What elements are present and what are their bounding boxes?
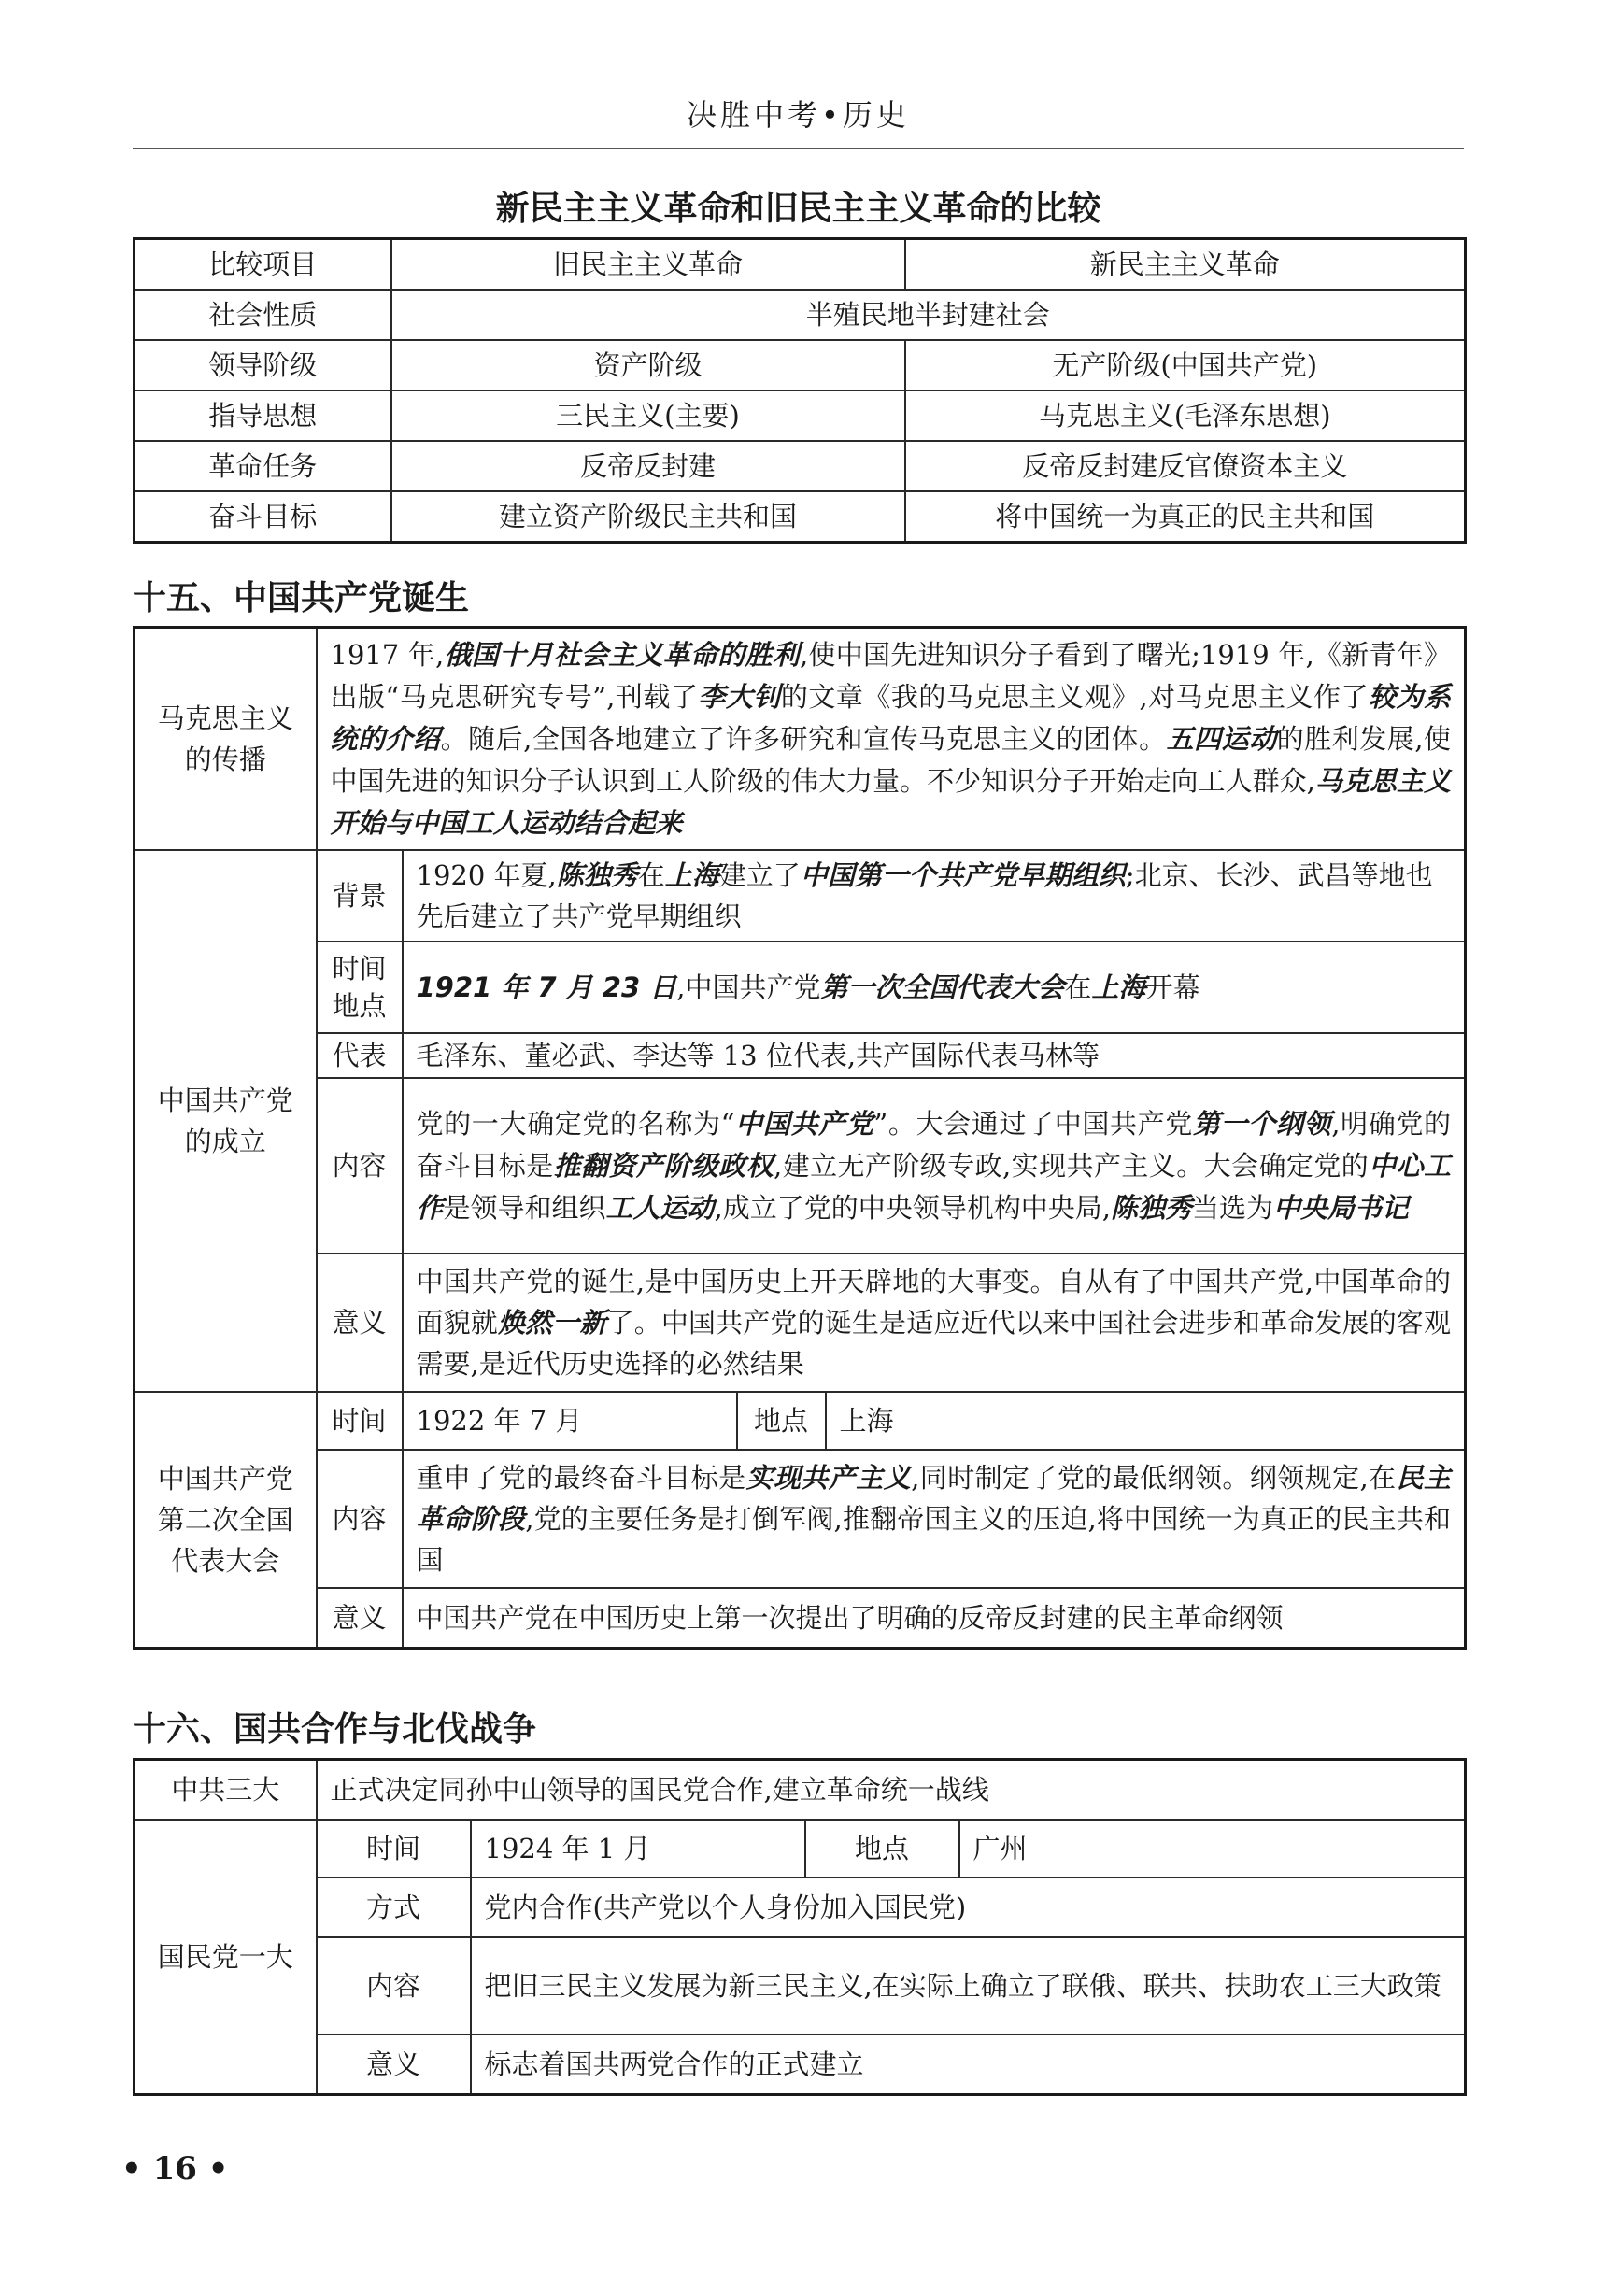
sub-label: 时间 (317, 1392, 403, 1450)
table-cell: 将中国统一为真正的民主共和国 (905, 491, 1466, 543)
row-label: 革命任务 (135, 441, 391, 491)
content-text: 党的一大确定党的名称为“中国共产党”。大会通过了中国共产党第一个纲领,明确党的奋斗目标是推翻资产阶级政权,建立无产阶级专政,实现共产主义。大会确定党的中心工作是领导和组织工人运动,成立了党的中央领导机构中央局,陈独秀当选为中央局书记 (403, 1078, 1466, 1254)
table-cell: 建立资产阶级民主共和国 (391, 491, 905, 543)
table-cell: 反帝反封建反官僚资本主义 (905, 441, 1466, 491)
page-header: 决胜中考•历史 (687, 97, 910, 133)
third-congress-text: 正式决定同孙中山领导的国民党合作,建立革命统一战线 (317, 1760, 1466, 1821)
table-cell: 反帝反封建 (391, 441, 905, 491)
table-cell: 马克思主义(毛泽东思想) (905, 390, 1466, 441)
table-row (135, 1878, 1466, 1937)
marxism-text: 1917 年,俄国十月社会主义革命的胜利,使中国先进知识分子看到了曙光;1919 年,《新青年》出版“马克思研究专号”,刊载了李大钊的文章《我的马克思主义观》,对马克思主义作了较为系统的介绍。随后,全国各地建立了许多研究和宣传马克思主义的团体。五四运动的胜利发展,使中国先进的知识分子认识到工人阶级的伟大力量。不少知识分子开始走向工人群众,马克思主义开始与中国工人运动结合起来 (317, 628, 1466, 851)
table-row (135, 1937, 1466, 2034)
content-text: 重申了党的最终奋斗目标是实现共产主义,同时制定了党的最低纲领。纲领规定,在民主革命阶段,党的主要任务是打倒军阀,推翻帝国主义的压迫,将中国统一为真正的民主共和国 (403, 1450, 1466, 1588)
sub-label: 时间 (317, 1820, 471, 1878)
kmt-cpc-cooperation-table (133, 1758, 1467, 2096)
place-value: 上海 (826, 1392, 1466, 1450)
table-cell: 三民主义(主要) (391, 390, 905, 441)
header-cell: 新民主主义革命 (905, 239, 1466, 291)
row-label: 中国共产党的成立 (135, 850, 317, 1392)
row-label: 奋斗目标 (135, 491, 391, 543)
table-row (135, 290, 1466, 340)
time-value: 1924 年 1 月 (471, 1820, 805, 1878)
sub-label: 意义 (317, 2034, 471, 2095)
table-row (135, 1760, 1466, 1821)
significance-text: 中国共产党的诞生,是中国历史上开天辟地的大事变。自从有了中国共产党,中国革命的面貌就焕然一新了。中国共产党的诞生是适应近代以来中国社会进步和革命发展的客观需要,是近代历史选择的必然结果 (403, 1254, 1466, 1392)
table-row (135, 850, 1466, 942)
sub-label: 代表 (317, 1033, 403, 1078)
table-row (135, 441, 1466, 491)
time-value: 1922 年 7 月 (403, 1392, 737, 1450)
sub-label: 内容 (317, 1450, 403, 1588)
comparison-table (133, 237, 1467, 544)
delegates-text: 毛泽东、董必武、李达等 13 位代表,共产国际代表马林等 (403, 1033, 1466, 1078)
place-value: 广州 (959, 1820, 1466, 1878)
significance-text: 中国共产党在中国历史上第一次提出了明确的反帝反封建的民主革命纲领 (403, 1588, 1466, 1649)
sub-label: 意义 (317, 1588, 403, 1649)
sub-label: 地点 (805, 1820, 959, 1878)
table-row (135, 942, 1466, 1033)
table-cell: 半殖民地半封建社会 (391, 290, 1466, 340)
sub-label: 方式 (317, 1878, 471, 1937)
content-text: 把旧三民主义发展为新三民主义,在实际上确立了联俄、联共、扶助农工三大政策 (471, 1937, 1466, 2034)
time-place-text: 1921 年 7 月 23 日,中国共产党第一次全国代表大会在上海开幕 (403, 942, 1466, 1033)
sub-label: 内容 (317, 1937, 471, 2034)
sub-label: 时间地点 (317, 942, 403, 1033)
table-row (135, 2034, 1466, 2095)
row-label: 马克思主义的传播 (135, 628, 317, 851)
row-label: 社会性质 (135, 290, 391, 340)
header-cell: 旧民主主义革命 (391, 239, 905, 291)
section-16-title: 十六、国共合作与北伐战争 (133, 1710, 537, 1749)
row-label: 领导阶级 (135, 340, 391, 390)
page-number: • 16 • (121, 2150, 229, 2188)
sub-label: 地点 (737, 1392, 826, 1450)
sub-label: 内容 (317, 1078, 403, 1254)
table-row (135, 1450, 1466, 1588)
header-cell: 比较项目 (135, 239, 391, 291)
table-row (135, 1392, 1466, 1450)
table-row (135, 1254, 1466, 1392)
row-label: 国民党一大 (135, 1820, 317, 2095)
table-row (135, 1033, 1466, 1078)
row-label: 中国共产党第二次全国代表大会 (135, 1392, 317, 1649)
sub-label: 意义 (317, 1254, 403, 1392)
row-label: 指导思想 (135, 390, 391, 441)
table-row (135, 1820, 1466, 1878)
cpc-founding-table (133, 626, 1467, 1650)
table-row (135, 628, 1466, 851)
background-text: 1920 年夏,陈独秀在上海建立了中国第一个共产党早期组织;北京、长沙、武昌等地也先后建立了共产党早期组织 (403, 850, 1466, 942)
table-row (135, 491, 1466, 543)
header-rule (133, 148, 1464, 149)
table-cell: 无产阶级(中国共产党) (905, 340, 1466, 390)
significance-text: 标志着国共两党合作的正式建立 (471, 2034, 1466, 2095)
table-row (135, 239, 1466, 291)
section-15-title: 十五、中国共产党诞生 (133, 579, 470, 617)
row-label: 中共三大 (135, 1760, 317, 1821)
table-row (135, 390, 1466, 441)
method-text: 党内合作(共产党以个人身份加入国民党) (471, 1878, 1466, 1937)
sub-label: 背景 (317, 850, 403, 942)
table-row (135, 1078, 1466, 1254)
table-row (135, 340, 1466, 390)
comparison-title: 新民主主义革命和旧民主主义革命的比较 (495, 190, 1101, 228)
table-cell: 资产阶级 (391, 340, 905, 390)
table-row (135, 1588, 1466, 1649)
